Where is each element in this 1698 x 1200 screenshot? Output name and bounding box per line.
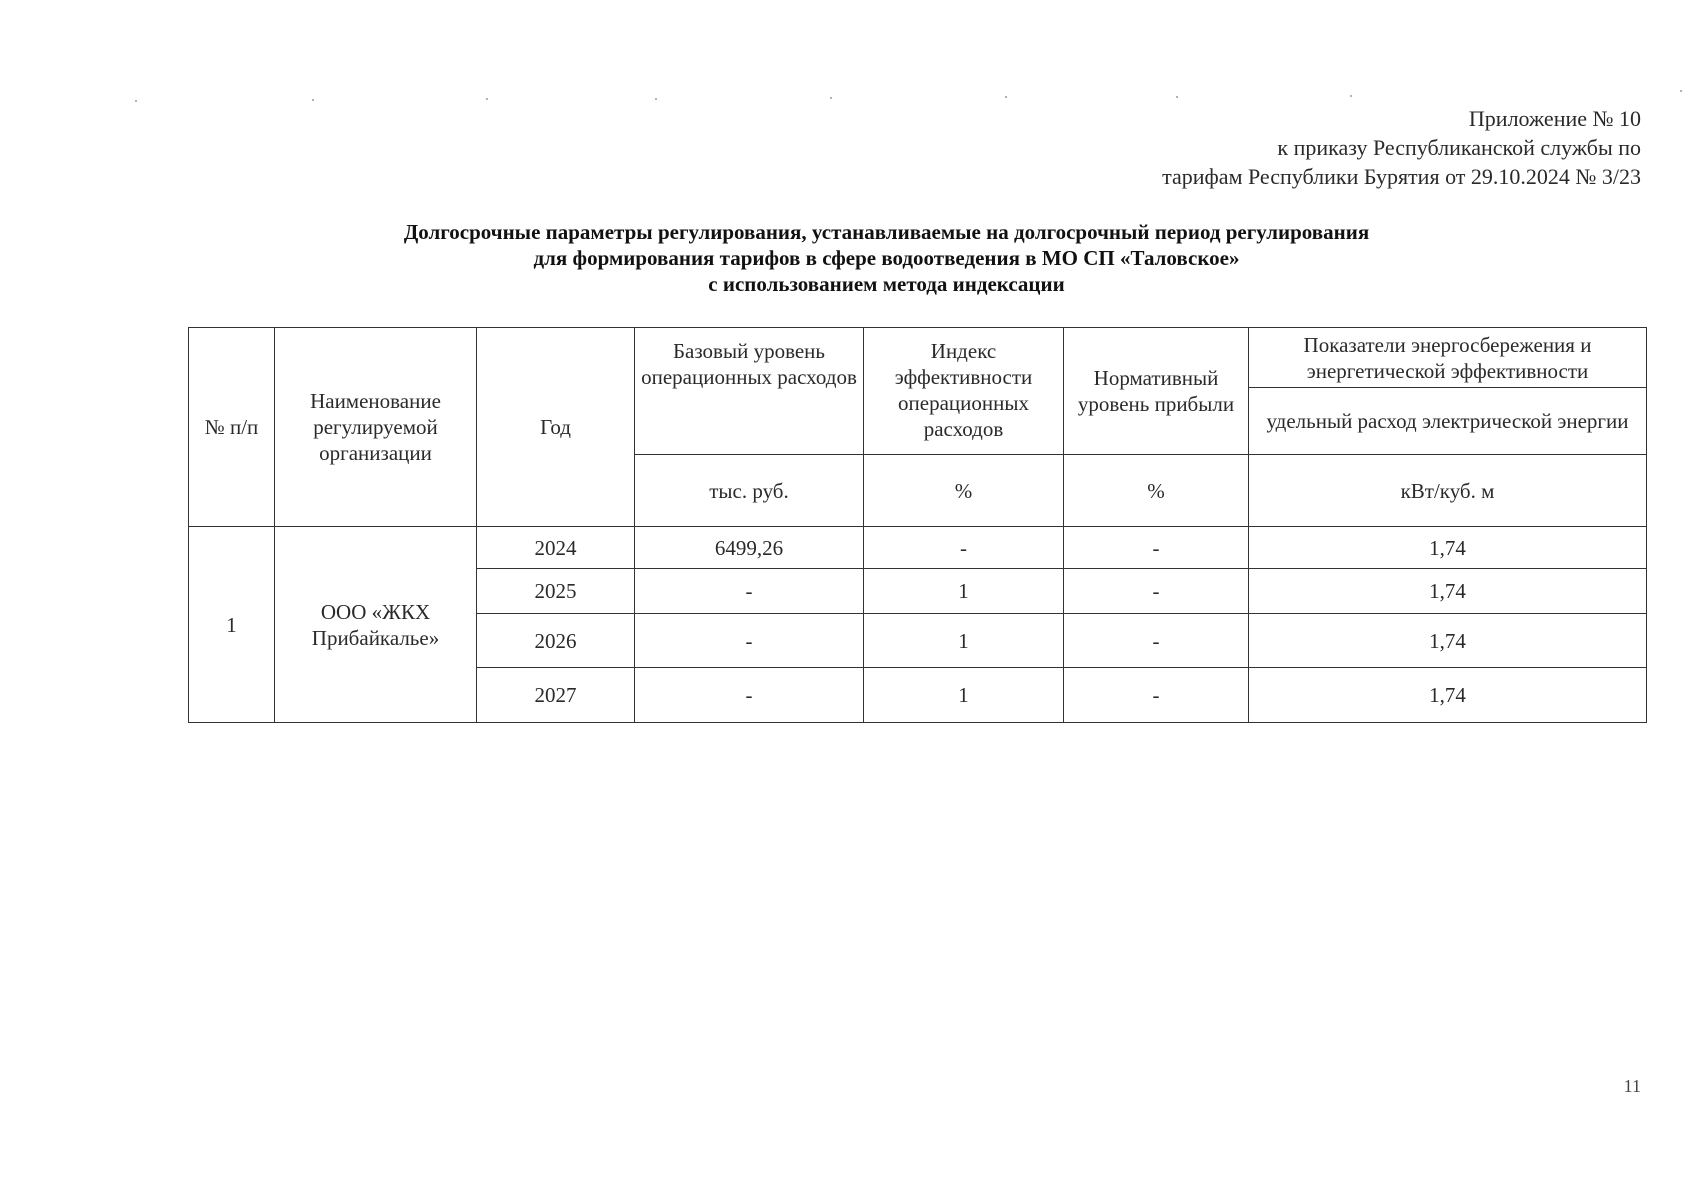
unit-specific-energy: кВт/куб. м xyxy=(1249,455,1647,527)
scan-speck xyxy=(830,97,832,99)
header-number: № п/п xyxy=(189,328,275,527)
year-cell: 2025 xyxy=(477,569,635,614)
efficiency-index-cell: 1 xyxy=(864,668,1064,723)
header-efficiency-index: Индекс эффективности операционных расходов xyxy=(864,328,1064,455)
base-opex-cell: - xyxy=(635,569,864,614)
specific-energy-cell: 1,74 xyxy=(1249,569,1647,614)
efficiency-index-cell: 1 xyxy=(864,614,1064,668)
normative-profit-cell: - xyxy=(1064,668,1249,723)
scan-speck xyxy=(1350,95,1352,97)
unit-efficiency-index: % xyxy=(864,455,1064,527)
scan-speck xyxy=(1005,96,1007,98)
scan-speck xyxy=(655,98,657,100)
efficiency-index-cell: - xyxy=(864,527,1064,569)
scan-speck xyxy=(1176,96,1178,98)
normative-profit-cell: - xyxy=(1064,527,1249,569)
base-opex-cell: - xyxy=(635,668,864,723)
header-normative-profit: Нормативный уровень прибыли xyxy=(1064,328,1249,455)
title-line-3: с использованием метода индексации xyxy=(708,272,1065,296)
header-base-opex: Базовый уровень операционных расходов xyxy=(635,328,864,455)
specific-energy-cell: 1,74 xyxy=(1249,614,1647,668)
table-row xyxy=(189,527,1647,569)
scan-speck xyxy=(312,99,314,101)
parameters-table xyxy=(188,327,1647,723)
scan-speck xyxy=(486,98,488,100)
page-number: 11 xyxy=(1623,1076,1641,1096)
unit-base-opex: тыс. руб. xyxy=(635,455,864,527)
header-year: Год xyxy=(477,328,635,527)
row-number-cell: 1 xyxy=(189,527,275,723)
efficiency-index-cell: 1 xyxy=(864,569,1064,614)
header-energy-saving-group: Показатели энергосбережения и энергетической эффективности xyxy=(1249,328,1647,388)
header-specific-energy: удельный расход электрической энергии xyxy=(1249,388,1647,455)
appendix-header xyxy=(1162,104,1641,191)
scan-speck xyxy=(1680,90,1682,92)
appendix-line-2: к приказу Республиканской службы по xyxy=(1277,135,1641,160)
normative-profit-cell: - xyxy=(1064,569,1249,614)
appendix-line-1: Приложение № 10 xyxy=(1468,106,1641,131)
appendix-line-3: тарифам Республики Бурятия от 29.10.2024 № 3/23 xyxy=(1162,164,1641,189)
base-opex-cell: 6499,26 xyxy=(635,527,864,569)
base-opex-cell: - xyxy=(635,614,864,668)
specific-energy-cell: 1,74 xyxy=(1249,668,1647,723)
title-line-1: Долгосрочные параметры регулирования, устанавливаемые на долгосрочный период регулирования xyxy=(403,220,1370,244)
year-cell: 2027 xyxy=(477,668,635,723)
unit-normative-profit: % xyxy=(1064,455,1249,527)
organization-cell: ООО «ЖКХ Прибайкалье» xyxy=(275,527,477,723)
year-cell: 2026 xyxy=(477,614,635,668)
specific-energy-cell: 1,74 xyxy=(1249,527,1647,569)
normative-profit-cell: - xyxy=(1064,614,1249,668)
year-cell: 2024 xyxy=(477,527,635,569)
scan-speck xyxy=(135,100,137,102)
title-line-2: для формирования тарифов в сфере водоотведения в МО СП «Таловское» xyxy=(533,246,1240,270)
document-title xyxy=(200,219,1573,297)
header-organization: Наименование регулируемой организации xyxy=(275,328,477,527)
